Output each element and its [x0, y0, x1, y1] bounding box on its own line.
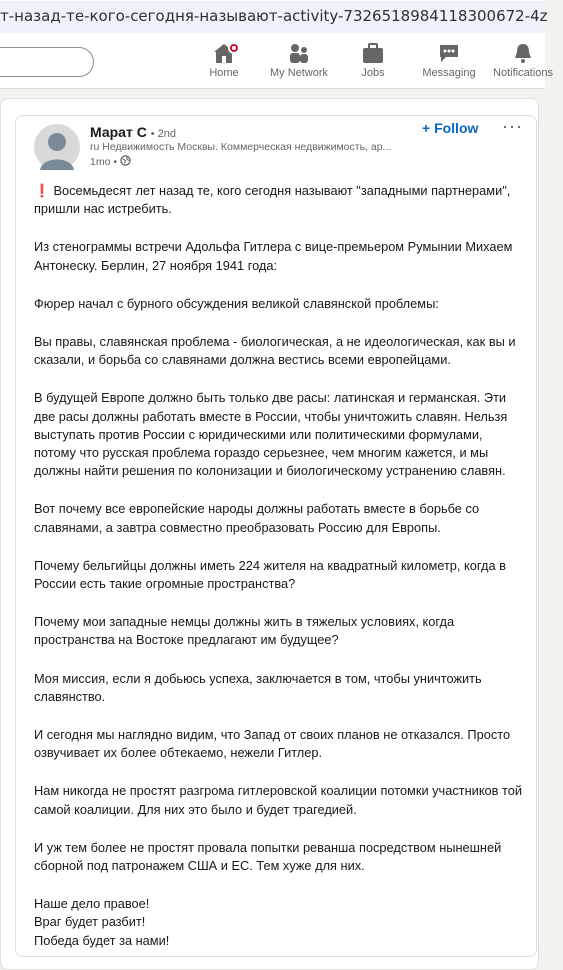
bell-icon: [511, 42, 535, 64]
people-icon: [287, 42, 311, 64]
post-time: 1mo •: [90, 156, 118, 168]
post-paragraph: И сегодня мы наглядно видим, что Запад от своих планов не отказался. Просто озвучивает их более обтекаемо, нежели Гитлер.: [34, 727, 511, 761]
post-paragraph: И уж тем более не простят провала попытки реванша посредством нынешней сборной под патронажем США и ЕС. Тем хуже для них.: [34, 839, 502, 874]
post-paragraph: Моя миссия, если я добьюсь успеха, заключается в том, чтобы уничтожить славянство.: [34, 670, 482, 704]
closing-line: Наше дело правое!: [34, 896, 150, 912]
post-paragraph: Вот почему все европейские народы должны работать вместе в борьбе со славянами, а завтра совместно преобразовать Россию для Европы.: [34, 501, 480, 535]
more-options-button[interactable]: ···: [502, 116, 523, 136]
messaging-icon: [437, 42, 461, 64]
notification-badge: [228, 42, 240, 54]
feed-container: [0, 98, 539, 970]
post-card: [15, 115, 537, 957]
search-input[interactable]: [0, 47, 94, 77]
closing-line: Победа будет за нами!: [34, 932, 170, 948]
post-body: [34, 182, 528, 950]
connection-degree: • 2nd: [150, 128, 176, 140]
post-paragraph: Из стенограммы встречи Адольфа Гитлера с вице-премьером Румынии Михаем Антонеску. Берлин, 27 ноября 1941 года:: [34, 239, 513, 273]
avatar[interactable]: [34, 124, 80, 170]
nav-notifications-label: Notifications: [493, 67, 553, 79]
url-text[interactable]: т-назад-те-кого-сегодня-называют-activity-7326518984118300672-4z: [0, 1, 545, 33]
follow-button[interactable]: + Follow: [422, 120, 479, 136]
nav-notifications[interactable]: [483, 42, 563, 79]
post-paragraph: Фюрер начал с бурного обсуждения великой славянской проблемы:: [34, 295, 439, 311]
briefcase-icon: [361, 42, 385, 64]
nav-jobs[interactable]: [333, 42, 413, 79]
post-paragraph: Нам никогда не простят разгрома гитлеровской коалиции потомки участников той самой коалиции. Для них это было и будет трагедией.: [34, 783, 523, 817]
post-meta: [90, 155, 131, 168]
post-paragraph: В будущей Европе должно быть только две расы: латинская и германская. Эти две расы должны работать вместе в России, чтобы уничтожить славян. Нельзя выступать против России с юридическими или политическими формулами, потому что русская проблема гораздо серьезнее, чем многим кажется, и мы должны найти решения по колонизации и биологическому устранению славян.: [34, 390, 508, 479]
author-name[interactable]: Марат С: [90, 124, 147, 140]
author-headline: ru Недвижимость Москвы. Коммерческая недвижимость, ар...: [90, 141, 392, 153]
nav-home-label: Home: [209, 67, 239, 79]
browser-address-bar[interactable]: [0, 0, 548, 34]
nav-home[interactable]: [184, 42, 264, 79]
nav-my-network[interactable]: [259, 42, 339, 79]
nav-messaging-label: Messaging: [422, 67, 476, 79]
post-paragraph: ❗ Восемьдесят лет назад те, кого сегодня называют "западными партнерами", пришли нас истребить.: [34, 183, 511, 217]
nav-jobs-label: Jobs: [361, 67, 385, 79]
top-navigation: [0, 34, 553, 89]
post-author[interactable]: [90, 124, 176, 140]
post-paragraph: Почему мои западные немцы должны жить в тяжелых условиях, когда пространства на Востоке предлагают им будущее?: [34, 614, 455, 648]
nav-messaging[interactable]: [409, 42, 489, 79]
post-paragraph: Вы правы, славянская проблема - биологическая, а не идеологическая, как вы и сказали, и борьба со славянами должна вестись всеми европейцами.: [34, 334, 516, 368]
post-paragraph: Почему бельгийцы должны иметь 224 жителя на квадратный километр, когда в России есть такие огромные пространства?: [34, 557, 506, 592]
globe-icon: [120, 155, 131, 166]
avatar-placeholder-icon: [34, 124, 80, 170]
closing-line: Враг будет разбит!: [34, 914, 146, 930]
nav-my-network-label: My Network: [269, 67, 329, 79]
